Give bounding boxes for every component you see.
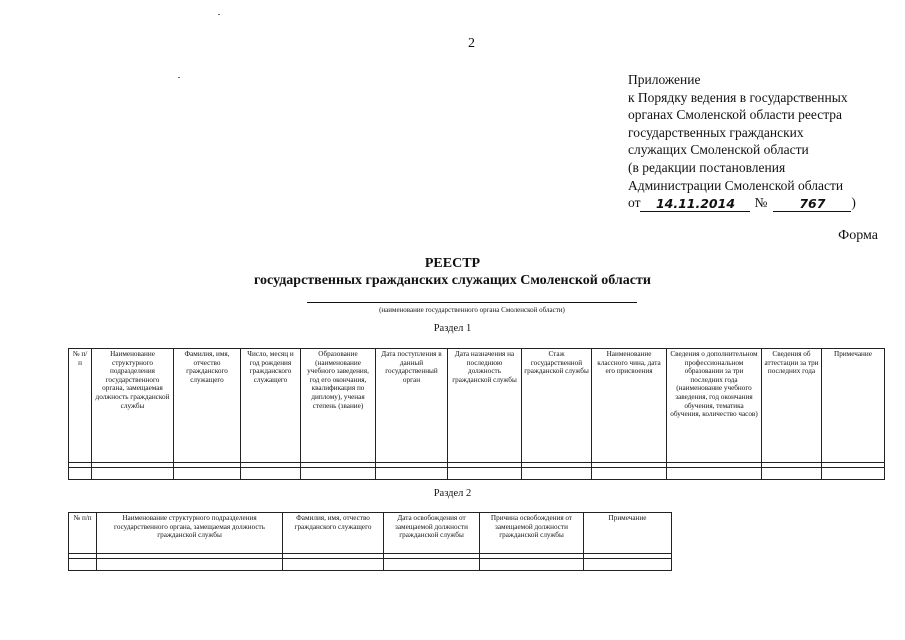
resolution-reference [628,194,898,212]
table-cell [667,468,762,480]
closing-paren: ) [851,195,856,211]
org-name-line [307,302,637,303]
appendix-line: (в редакции постановления [628,159,786,175]
table-cell [301,468,376,480]
table-cell [584,559,672,571]
ot-label: от [628,195,641,211]
table-cell [283,559,384,571]
header-cell: Дата поступления в данный государственный орган [376,349,448,463]
table-cell [822,468,885,480]
appendix-line: органах Смоленской области реестра [628,107,843,123]
document-subtitle: государственных гражданских служащих Смоленской области [254,273,651,288]
header-cell: Стаж государственной гражданской службы [522,349,592,463]
registry-table-section2 [68,512,672,571]
header-cell: Примечание [822,349,885,463]
table-cell [762,468,822,480]
header-cell: Фамилия, имя, отчество гражданского служащего [283,513,384,554]
section1-label: Раздел 1 [433,323,472,334]
appendix-line: государственных гражданских [628,124,804,140]
table-cell [592,468,667,480]
registry-table-section1 [68,348,885,480]
form-label: Форма [838,228,878,243]
org-name-caption: (наименование государственного органа Смоленской области) [379,306,565,314]
table-cell [174,468,241,480]
appendix-line: служащих Смоленской области [628,142,809,158]
scan-speck [218,14,220,15]
header-cell: Наименование классного чина, дата его присвоения [592,349,667,463]
table-cell [69,559,97,571]
table-cell [376,468,448,480]
table-row [69,468,885,480]
header-cell: № п/п [69,513,97,554]
table-cell [384,559,480,571]
table-cell [92,468,174,480]
header-cell: № п/п [69,349,92,463]
document-title: РЕЕСТР [424,256,481,271]
table-cell [69,468,92,480]
section2-label: Раздел 2 [433,488,472,499]
header-cell: Фамилия, имя, отчество гражданского служащего [174,349,241,463]
header-cell: Дата освобождения от замещаемой должности гражданской службы [384,513,480,554]
header-cell: Наименование структурного подразделения государственного органа, замещаемая должность гражданской службы [92,349,174,463]
table-cell [480,559,584,571]
header-cell: Примечание [584,513,672,554]
header-cell: Сведения об аттестации за три последних года [762,349,822,463]
number-label: № [754,195,768,211]
header-cell: Дата назначения на последнюю должность гражданской службы [448,349,522,463]
table-cell [448,468,522,480]
header-cell: Образование (наименование учебного заведения, год его окончания, квалификация по диплому), ученая степень (звание) [301,349,376,463]
page-number: 2 [468,36,475,51]
table-cell [241,468,301,480]
appendix-line: Приложение [628,72,701,87]
appendix-line: к Порядку ведения в государственных [628,89,848,105]
header-cell: Наименование структурного подразделения государственного органа, замещаемая должность гражданской службы [97,513,283,554]
header-cell: Причина освобождения от замещаемой должности гражданской службы [480,513,584,554]
table-row [69,559,672,571]
header-cell: Число, месяц и год рождения гражданского служащего [241,349,301,463]
appendix-line: Администрации Смоленской области [628,177,844,193]
scan-speck [178,77,180,78]
appendix-block [628,71,898,212]
table-cell [97,559,283,571]
header-cell: Сведения о дополнительном профессиональном образовании за три последних года (наименование учебного заведения, год окончания обучения, тематика обучения, количество часов) [667,349,762,463]
handwritten-number: 767 [773,197,851,212]
table-cell [522,468,592,480]
handwritten-date: 14.11.2014 [640,197,750,212]
